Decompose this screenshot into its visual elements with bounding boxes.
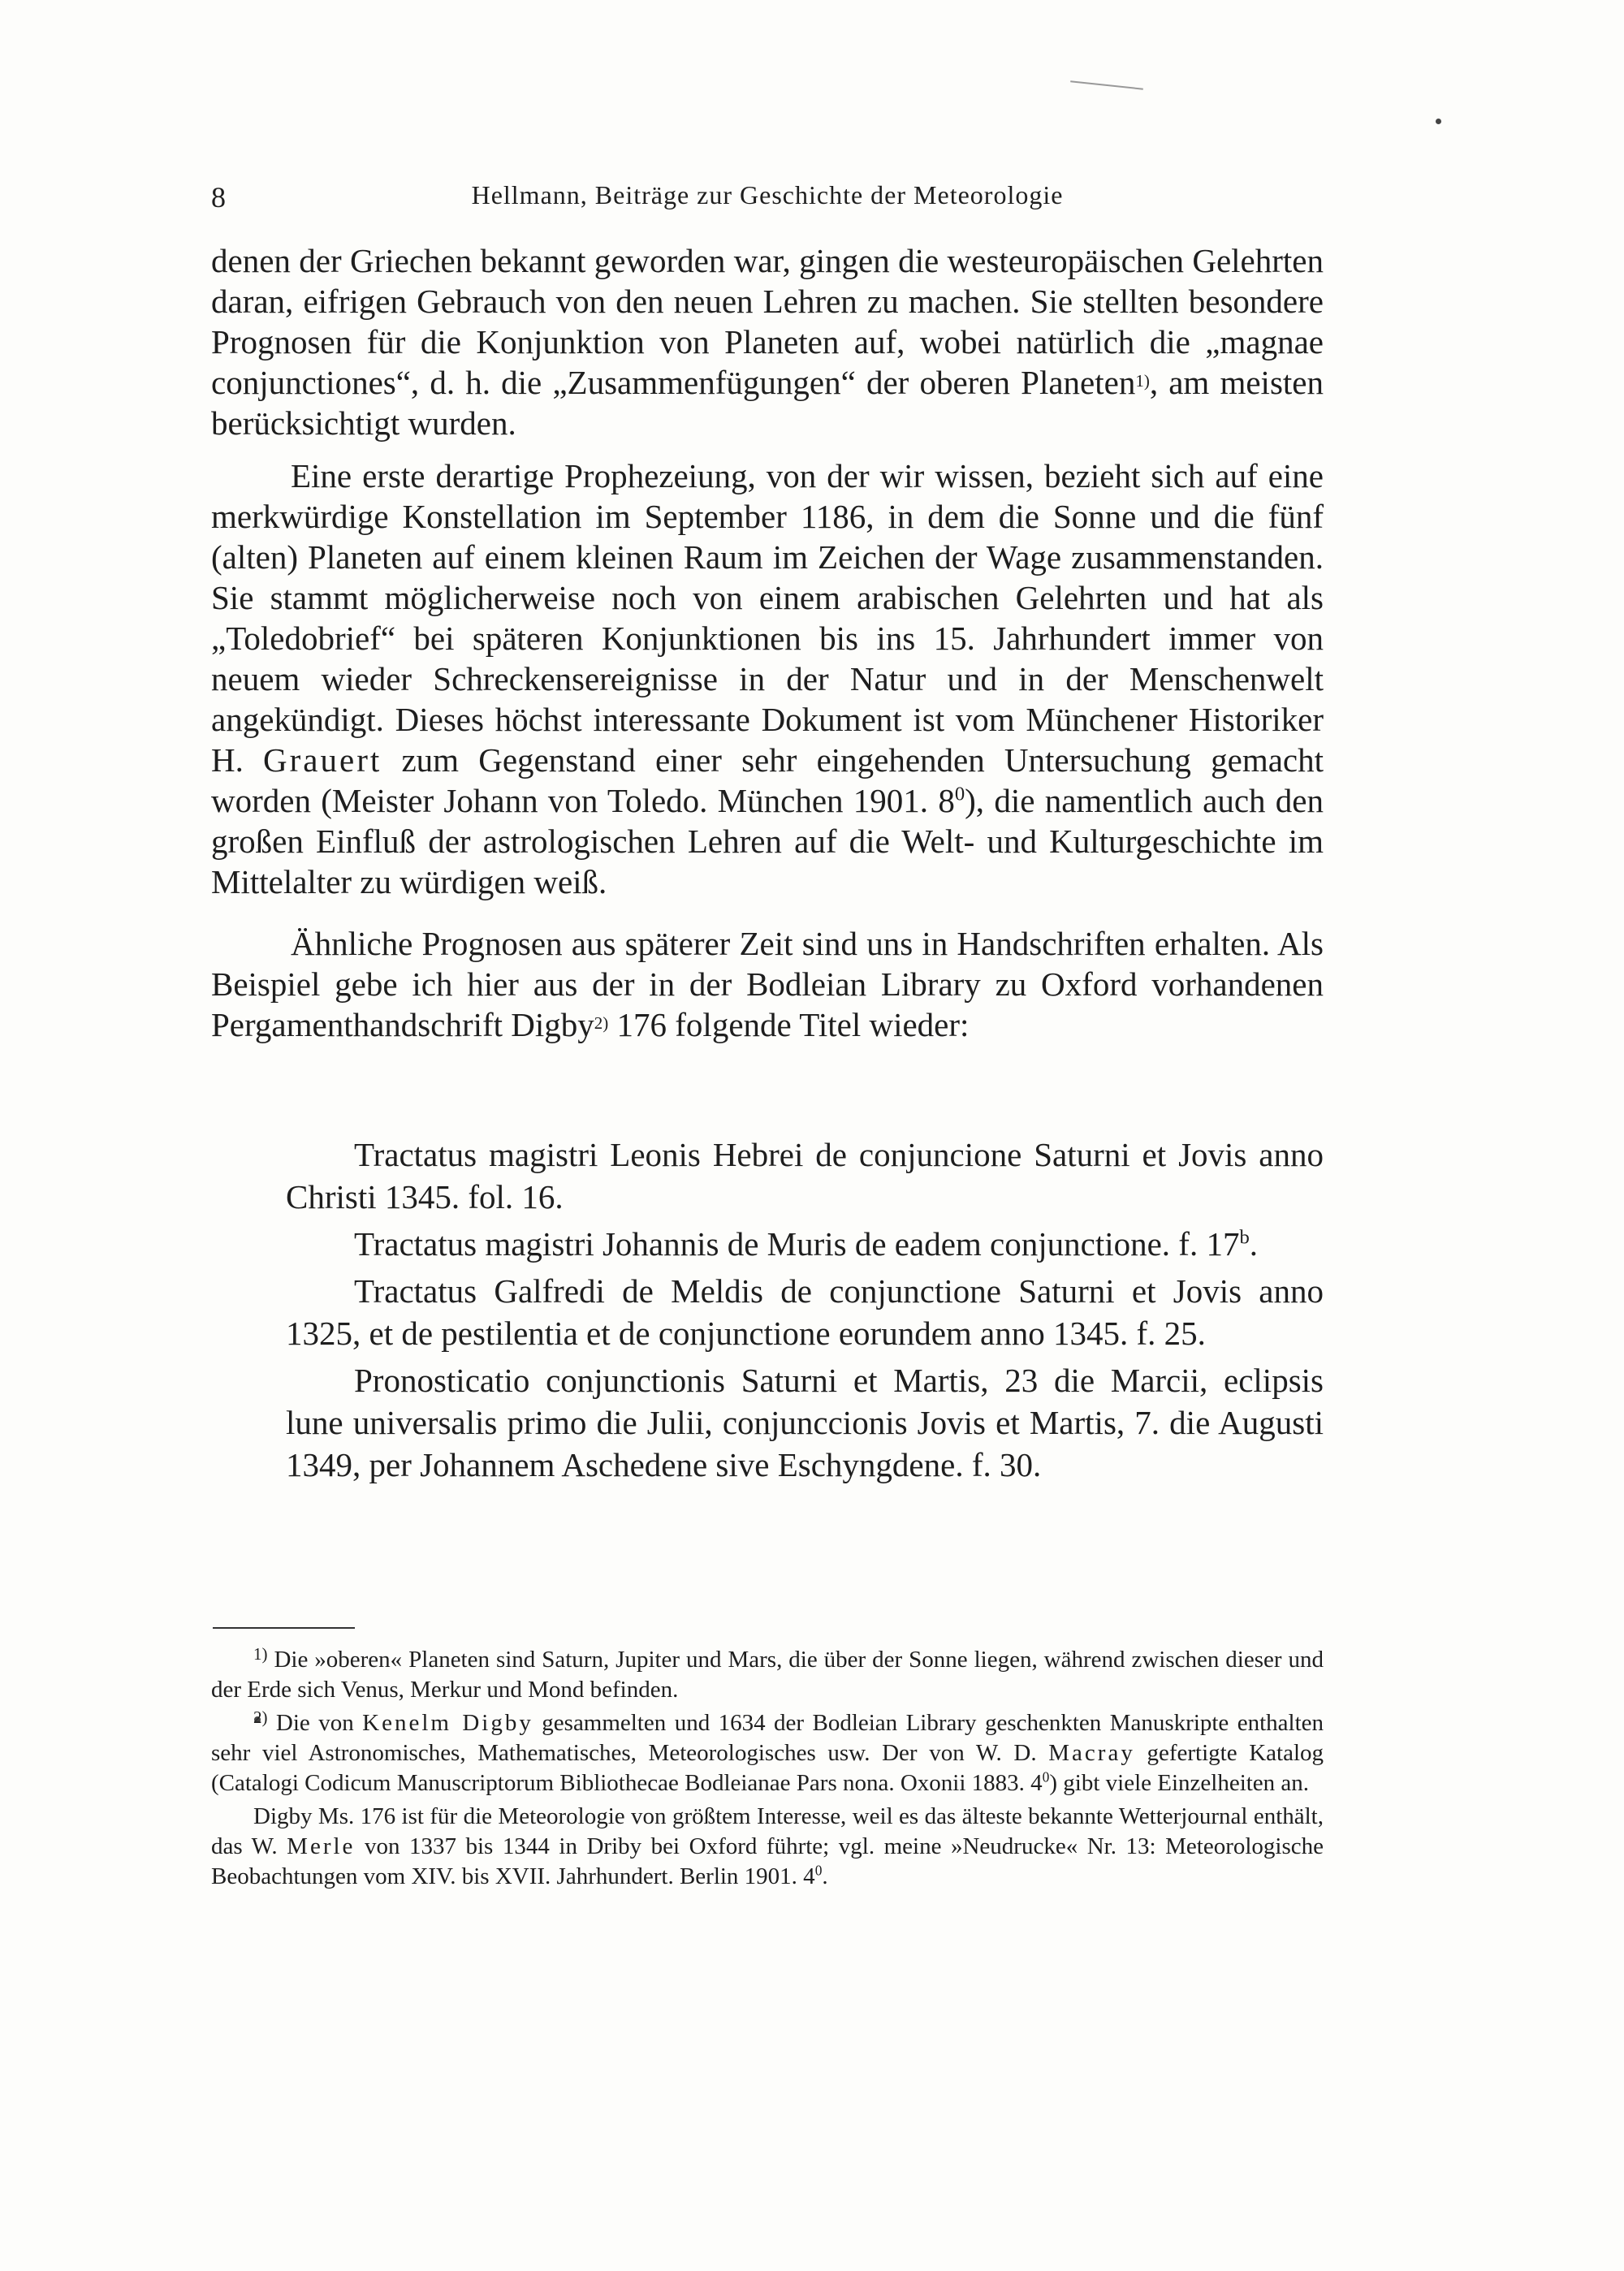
running-head: Hellmann, Beiträge zur Geschichte der Meteorologie <box>471 180 1064 209</box>
footnote-text: ) gibt viele Einzelheiten an. <box>1049 1770 1310 1796</box>
author-name: Grauert <box>263 741 382 779</box>
paragraph-1 <box>211 240 1324 443</box>
paragraph-text: 176 folgende Titel wieder: <box>616 1006 970 1043</box>
title-entry: Tractatus Galfredi de Meldis de conjunctione Saturni et Jovis anno 1325, et de pestilentia et de conjunctione eorundem anno 1345. f. 25. <box>286 1272 1324 1352</box>
footnote-3 <box>211 1802 1324 1892</box>
ink-speck <box>1436 119 1441 124</box>
footnote-marker: 2) <box>253 1708 268 1727</box>
superscript: 0 <box>1042 1768 1050 1785</box>
footnote-marker: 1) <box>253 1644 268 1664</box>
footnote-2 <box>211 1708 1324 1798</box>
title-text: . <box>1249 1225 1259 1263</box>
superscript: b <box>1239 1226 1250 1249</box>
pencil-mark <box>1070 80 1143 89</box>
superscript: 0 <box>954 783 965 805</box>
footnote-text: von 1337 bis 1344 in Driby bei Oxford führte; vgl. meine »Neudrucke« Nr. 13: Meteorologische Beobachtungen vom XIV. bis XVII. Jahrhundert. Berlin 1901. 4 <box>211 1833 1324 1889</box>
footnote-text: Die »oberen« Planeten sind Saturn, Jupiter und Mars, die über der Sonne liegen, während zwischen dieser und der Erde sich Venus, Merkur und Mond befinden. <box>211 1647 1324 1703</box>
manuscript-titles <box>286 1133 1324 1491</box>
paragraph-text: Ähnliche Prognosen aus späterer Zeit sind uns in Handschriften erhalten. Als Beispiel gebe ich hier aus der in der Bodleian Library zu Oxford vorhandenen Pergamenthandschrift Digby <box>211 925 1324 1043</box>
paragraph-text: denen der Griechen bekannt geworden war, gingen die westeuropäischen Gelehrten daran, eifrigen Gebrauch von den neuen Lehren zu machen. Sie stellten besondere Prognosen für die Konjunktion von Planeten auf, wobei natürlich die „magnae conjunctiones“, d. h. die „Zusammenfügungen“ der oberen Planeten <box>211 242 1324 401</box>
footnote-text: Die von <box>275 1710 354 1736</box>
title-entry <box>286 1223 1324 1265</box>
main-text <box>211 240 1324 1045</box>
paragraph-text: Eine erste derartige Prophezeiung, von der wir wissen, bezieht sich auf eine merkwürdige Konstellation im September 1186, in dem die Sonne und die fünf (alten) Planeten auf einem kleinen Raum im Zeichen der Wage zusammenstanden. Sie stammt möglicherweise noch von einem arabischen Gelehrten und hat als „Toledobrief“ bei späteren Konjunktionen bis ins 15. Jahrhundert immer von neuem wieder Schreckensereignisse in der Natur und in der Menschenwelt angekündigt. Dieses höchst interessante Dokument ist vom Münchener Historiker H. <box>211 457 1324 779</box>
person-name: Macray <box>1048 1740 1135 1766</box>
title-entry: Pronosticatio conjunctionis Saturni et Martis, 23 die Marcii, eclipsis lune universalis primo die Julii, conjunccionis Jovis et Martis, 7. die Augusti 1349, per Johannem Aschedene sive Eschyngdene. f. 30. <box>286 1362 1324 1483</box>
paragraph-2 <box>211 455 1324 902</box>
page-number: 8 <box>211 181 226 214</box>
paragraph-3 <box>211 923 1324 1045</box>
paragraph-text: ), die namentlich auch den großen Einfluß der astrologischen Lehren auf die Welt- und Kulturgeschichte im Mittelalter zu würdigen weiß. <box>211 782 1324 900</box>
footnote-text: gefertigte Katalog (Catalogi Codicum Manuscriptorum Bibliothecae Bodleianae Pars nona. Oxonii 1883. 4 <box>211 1740 1324 1796</box>
title-entry: Tractatus magistri Leonis Hebrei de conjuncione Saturni et Jovis anno Christi 1345. fol. 16. <box>286 1136 1324 1215</box>
footnote-rule <box>213 1627 355 1629</box>
person-name: Merle <box>287 1833 356 1859</box>
footnote-text: . <box>822 1863 828 1889</box>
footnote-ref-2: 2) <box>594 1013 609 1033</box>
footnote-1 <box>211 1645 1324 1705</box>
superscript: 0 <box>814 1862 823 1879</box>
paragraph-text: zum Gegenstand einer sehr eingehenden Untersuchung gemacht worden (Meister Johann von Toledo. München 1901. 8 <box>211 741 1324 819</box>
title-text: Tractatus magistri Johannis de Muris de eadem conjunctione. f. 17 <box>354 1225 1240 1263</box>
footnote-text: gesammelten und 1634 der Bodleian Library geschenkten Manuskripte enthalten sehr viel Astronomisches, Mathematisches, Meteorologisches usw. Der von W. D. <box>211 1710 1324 1766</box>
page-header <box>211 180 1324 221</box>
person-name: Kenelm Digby <box>362 1710 533 1736</box>
footnote-text: Digby Ms. 176 ist für die Meteorologie von größtem Interesse, weil es das älteste bekannte Wetterjournal enthält, das W. <box>211 1803 1324 1859</box>
footnote-ref-1: 1) <box>1135 371 1150 391</box>
paragraph-text: , am meisten berücksichtigt wurden. <box>211 364 1324 442</box>
footnotes <box>211 1645 1324 1895</box>
